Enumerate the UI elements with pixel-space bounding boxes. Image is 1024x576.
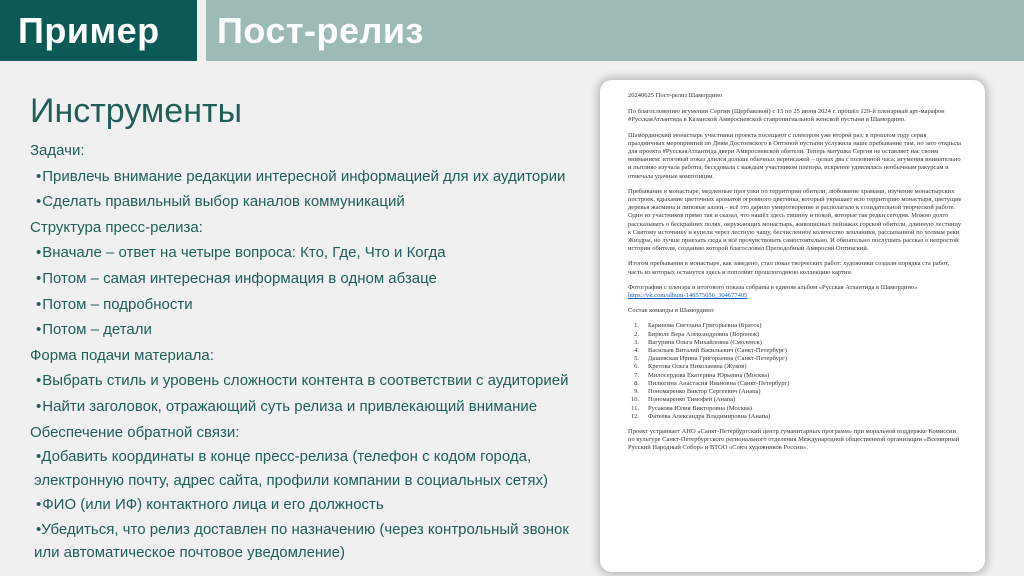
bullet-item: •Добавить координаты в конце пресс-релиза (телефон с кодом города, bbox=[36, 448, 532, 466]
bullet-item: •Потом – детали bbox=[36, 321, 152, 339]
team-member: 4. Васильев Виталий Васильевич (Санкт-Петербург) bbox=[634, 347, 787, 355]
team-member: 6. Кретова Ольга Николаевна (Жуков) bbox=[634, 363, 747, 371]
team-member: 9. Пономаренко Виктор Сергеевич (Анапа) bbox=[634, 388, 761, 396]
document-paragraph: Фотографии с пленэра и итогового показа собраны в едином альбом «Русская Атлантида в Шамордино» https://vk.com/album-140575656_304677405 bbox=[628, 283, 918, 300]
team-member: 12. Фатеева Александра Владимировна (Анапа) bbox=[630, 412, 771, 420]
content-list bbox=[30, 138, 590, 565]
bullet-item: •Потом – самая интересная информация в одном абзаце bbox=[36, 269, 437, 287]
document-paragraph: Шамординский монастырь участники проекта посещают с пленэром уже второй раз; в прошлом году серия праздничных мероприятий по Дням Достоевского в Оптиной пустыни услужила наше пребывание там, но зато открыла для проекта #РусскаяАтлантида двери Амвросиевской обители. Теперь матушка Сергия не оставляет нас своим вниманием: итоговый показ длился дольше обычных вернисажей – целых два с половиной часа; игумения внимательно и пытливо изучала работы, беседовала с каждым участником пленэра, искренне удивлялась необычным ракурсам и отмечала удачные композиции. bbox=[628, 131, 962, 180]
document-paragraph: Итогом пребывания в монастыре, как заведено, стал показ творческих работ: художники создали порядка ста работ, часть из которых останутся здесь и пополнят прошлогоднюю коллекцию картин. bbox=[628, 260, 950, 276]
team-member: 5. Дашевская Ирина Григорьевна (Санкт-Петербург) bbox=[634, 355, 787, 363]
team-member: 10. Пономаренко Тимофей (Анапа) bbox=[630, 396, 736, 404]
bullet-item: •Потом – подробности bbox=[36, 295, 193, 313]
team-member: 1. Баринова Светлана Григорьевна (Братск) bbox=[634, 322, 762, 330]
bullet-item: •Привлечь внимание редакции интересной информацией для их аудитории bbox=[36, 167, 566, 185]
team-member: 8. Пилюгина Анастасия Ивановна (Санкт-Петербург) bbox=[634, 379, 790, 387]
document-title: 20240625 Пост-релиз Шамордино bbox=[628, 92, 723, 99]
bullet-item: •ФИО (или ИФ) контактного лица и его должность bbox=[36, 496, 384, 514]
bullet-item-continuation: или автоматическое почтовое уведомление) bbox=[34, 544, 345, 562]
document-paragraph: Пребывание в монастыре, медленные прогулки по территории обители, любование храмами, изучение монастырских построек, вдыхание цветочных ароматов огромного цветника, который украшает всю территорию монастыря, цветущие деревья жасмина и липовые аллеи – всё это дарило умиротворение и располагало к созидательной творческой работе. Один из участников прямо так и сказал, что нашёл здесь тишину и покой, которые так редки сегодня. Можно долго рассказывать о бескрайних полях, окружающих монастырь, живописных пейзажах горской обители, длинную лестницу к Святому источнику и купели через лестную чащу, бесчисленное количество земляники, рассыпанной по холмам реки Жиздры, но лучше приехать сюда и всё прочувствовать самостоятельно. И обязательно послушать рассказ о непростой истории обители, созданию которой благословил Преподобный Амвросий Оптинский. bbox=[628, 187, 962, 253]
header-left-title: Пример bbox=[18, 10, 160, 51]
bullet-item: •Выбрать стиль и уровень сложности контента в соответствии с аудиторией bbox=[36, 372, 569, 390]
section-heading-structure: Структура пресс-релиза: bbox=[30, 218, 203, 236]
team-member: 7. Милосердова Екатерина Юрьевна (Москва) bbox=[634, 371, 770, 379]
bullet-item: •Убедиться, что релиз доставлен по назначению (через контрольный звонок bbox=[36, 520, 569, 538]
header-bar bbox=[0, 0, 1024, 61]
main-title: Инструменты bbox=[30, 92, 243, 130]
document-footer: Проект устраивает АНО «Санкт-Петербургский центр гуманитарных программ» при моральной поддержке Комиссии по культуре Санкт-Петербургского регионального отделения Международной общественной организации «Всемирный Русский Народный Собор» и ВТОО «Союз художников России». bbox=[628, 427, 960, 452]
bullet-item-continuation: электронную почту, адрес сайта, профили компании в социальных сетях) bbox=[34, 471, 549, 489]
header-right-title: Пост-релиз bbox=[217, 10, 424, 51]
document-paragraph: По благословению игумении Сергии (Щербаковой) с 15 по 25 июня 2024 г. прошёл 129-й пленэрный арт-марафон #РусскаяАтлантида в Казанской Амвросиевской ставропигиальной женской пустыни в Шамордино. bbox=[628, 108, 945, 124]
press-release-document bbox=[600, 80, 985, 572]
bullet-item: •Сделать правильный выбор каналов коммуникаций bbox=[36, 193, 405, 211]
team-member: 11. Русакова Юлия Викторовна (Москва) bbox=[631, 404, 752, 412]
section-heading-tasks: Задачи: bbox=[30, 142, 85, 159]
bullet-item: •Найти заголовок, отражающий суть релиза и привлекающий внимание bbox=[36, 397, 538, 415]
team-heading: Состав команды в Шамордино: bbox=[628, 307, 715, 315]
album-link[interactable]: https://vk.com/album-140575656_304677405 bbox=[628, 292, 748, 300]
team-list bbox=[628, 322, 963, 420]
header-divider bbox=[197, 0, 206, 61]
team-member: 3. Вагурина Ольга Михайловна (Смоленск) bbox=[634, 338, 762, 346]
section-heading-feedback: Обеспечение обратной связи: bbox=[30, 423, 240, 441]
team-member: 2. Бирюле Вера Александровна (Воронеж) bbox=[634, 330, 760, 338]
section-heading-format: Форма подачи материала: bbox=[30, 346, 214, 364]
bullet-item: •Вначале – ответ на четыре вопроса: Кто, Где, Что и Когда bbox=[36, 244, 446, 262]
document-body bbox=[628, 92, 963, 460]
